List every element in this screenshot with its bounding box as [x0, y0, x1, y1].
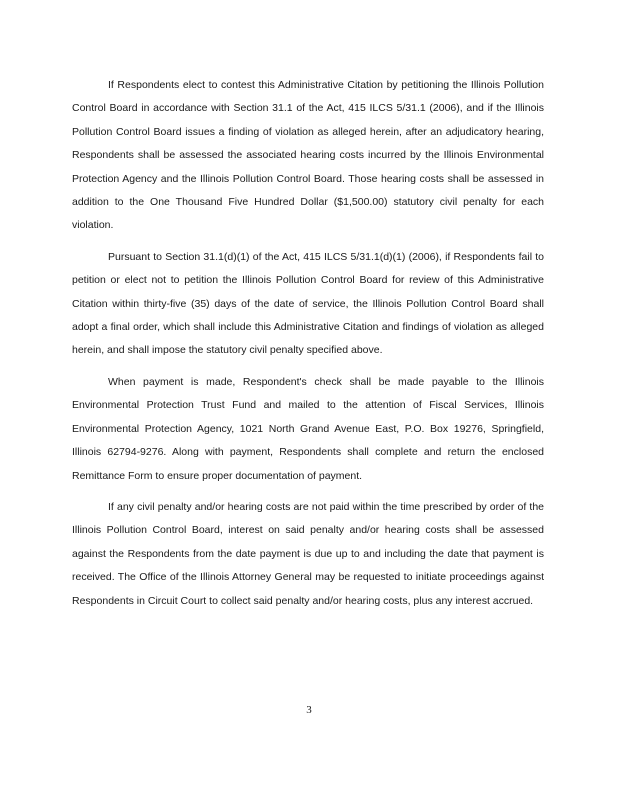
paragraph-final-order: Pursuant to Section 31.1(d)(1) of the Act, 415 ILCS 5/31.1(d)(1) (2006), if Respondents fail to petition or elect not to petition the Illinois Pollution Control Board for review of this Administrative Citation within thirty-five (35) days of the date of service, the Illinois Pollution Control Board shall adopt a final order, which shall include this Administrative Citation and findings of violation as alleged herein, and shall impose the statutory civil penalty specified above.	[72, 250, 544, 357]
paragraph-contest-citation: If Respondents elect to contest this Administrative Citation by petitioning the Illinois Pollution Control Board in accordance with Section 31.1 of the Act, 415 ILCS 5/31.1 (2006), and if the Illinois Pollution Control Board issues a finding of violation as alleged herein, after an adjudicatory hearing, Respondents shall be assessed the associated hearing costs incurred by the Illinois Environmental Protection Agency and the Illinois Pollution Control Board. Those hearing costs shall be assessed in addition to the One Thousand Five Hundred Dollar ($1,500.00) statutory civil penalty for each violation.	[72, 79, 544, 232]
page-number: 3	[306, 704, 312, 716]
paragraph-interest-collection: If any civil penalty and/or hearing costs are not paid within the time prescribed by order of the Illinois Pollution Control Board, interest on said penalty and/or hearing costs shall be assessed against the Respondents from the date payment is due up to and including the date that payment is received. The Office of the Illinois Attorney General may be requested to initiate proceedings against Respondents in Circuit Court to collect said penalty and/or hearing costs, plus any interest accrued.	[72, 500, 544, 607]
document-body	[72, 74, 544, 621]
paragraph-payment-instructions: When payment is made, Respondent's check shall be made payable to the Illinois Environmental Protection Trust Fund and mailed to the attention of Fiscal Services, Illinois Environmental Protection Agency, 1021 North Grand Avenue East, P.O. Box 19276, Springfield, Illinois 62794-9276. Along with payment, Respondents shall complete and return the enclosed Remittance Form to ensure proper documentation of payment.	[72, 375, 544, 482]
